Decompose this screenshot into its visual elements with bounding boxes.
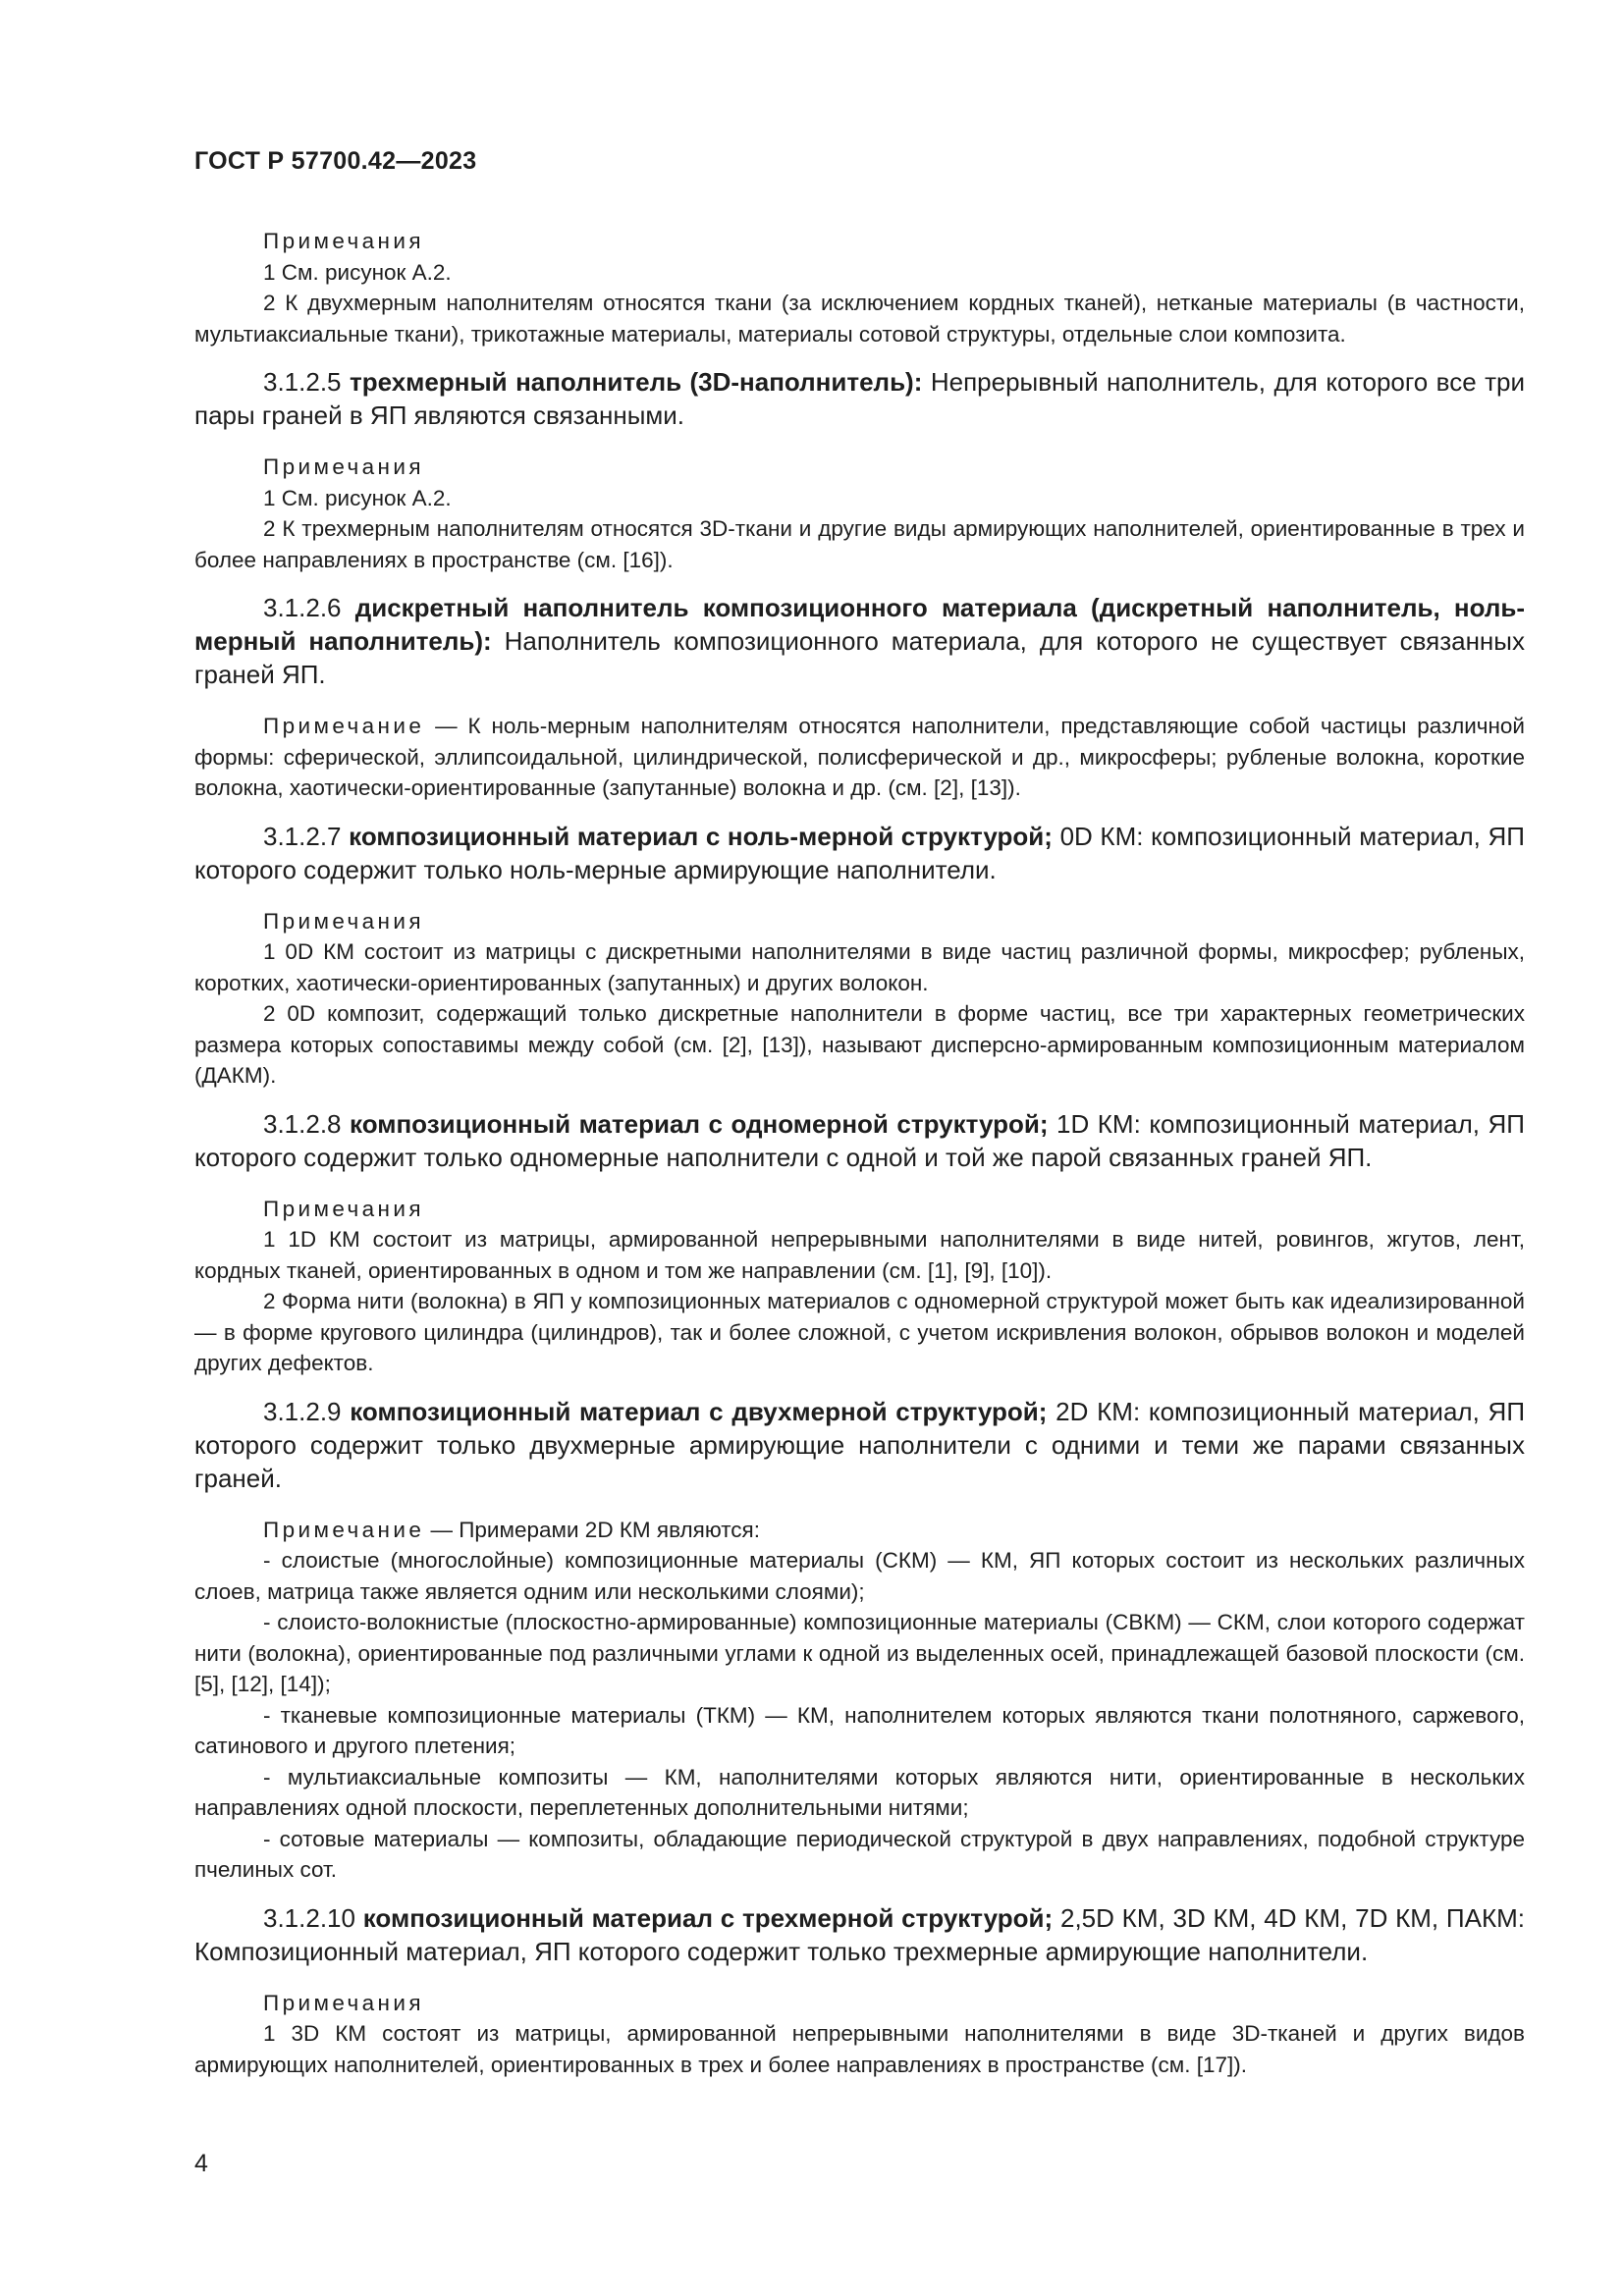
note-line: 2 К трехмерным наполнителям относятся 3D-ткани и другие виды армирующих наполнителей, ориентированные в трех и более направлениях в пространстве (см. [16]). [194, 516, 1525, 572]
term-definition [194, 591, 1525, 691]
notes-heading: Примечания [263, 1990, 424, 2015]
notes-block [194, 906, 1525, 1092]
term-number: 3.1.2.7 [263, 821, 342, 851]
term-name: трехмерный наполнитель (3D-наполнитель): [349, 367, 923, 397]
term-text: 2,5D КМ, 3D КМ, 4D КМ, 7D КМ, ПАКМ: Композиционный материал, ЯП которого содержит только трехмерные армирующие наполнители. [194, 1902, 1525, 1966]
term-name: композиционный материал с трехмерной структурой; [362, 1902, 1054, 1933]
note-text: — К ноль-мерным наполнителям относятся наполнители, представляющие собой частицы различной формы: сферической, эллипсоидальной, цилиндрической, полисферической и др., микросферы; рубленые волокна, короткие волокна, хаотически-ориентированные (запутанные) волокна и др. (см. [2], [13]). [194, 714, 1525, 800]
term-text: Наполнитель композиционного материала, для которого не существует связанных граней ЯП. [194, 626, 1525, 689]
page-number: 4 [194, 2150, 208, 2177]
note-line: 1 См. рисунок А.2. [263, 259, 452, 285]
note-text: — Примерами 2D КМ являются: [430, 1517, 760, 1542]
notes-heading: Примечания [263, 1196, 424, 1221]
notes-heading: Примечания [263, 908, 424, 934]
term-name: композиционный материал с ноль-мерной структурой; [349, 821, 1053, 851]
notes-block [194, 1988, 1525, 2081]
term-number: 3.1.2.10 [263, 1902, 355, 1933]
note-list-item: - тканевые композиционные материалы (ТКМ) — КМ, наполнителем которых являются ткани полотняного, саржевого, сатинового и другого плетения; [194, 1702, 1525, 1758]
note-list-item: - мультиаксиальные композиты — КМ, наполнителями которых являются нити, ориентированные в нескольких направлениях одной плоскости, переплетенных дополнительными нитями; [194, 1764, 1525, 1820]
note-line: 1 См. рисунок А.2. [263, 485, 452, 510]
notes-heading: Примечания [263, 229, 424, 253]
term-text: 1D КМ: композиционный материал, ЯП которого содержит только одномерные наполнители с одной и той же парой связанных граней ЯП. [194, 1108, 1525, 1172]
term-number: 3.1.2.9 [263, 1396, 342, 1426]
term-name: дискретный наполнитель композиционного материала (дискретный наполнитель, ноль-мерный наполнитель): [194, 593, 1525, 656]
term-definition [194, 1107, 1525, 1174]
term-definition [194, 365, 1525, 432]
term-number: 3.1.2.8 [263, 1108, 342, 1139]
note-line: 2 К двухмерным наполнителям относятся ткани (за исключением кордных тканей), нетканые материалы (в частности, мультиаксиальные ткани), трикотажные материалы, материалы сотовой структуры, отдельные слои композита. [194, 291, 1525, 347]
note-line: 2 0D композит, содержащий только дискретные наполнители в форме частиц, все три характерных геометрических размера которых сопоставимы между собой (см. [2], [13]), называют дисперсно-армированным композиционным материалом (ДАКМ). [194, 1001, 1525, 1088]
notes-block [194, 1194, 1525, 1379]
note-list-item: - сотовые материалы — композиты, обладающие периодической структурой в двух направлениях, подобной структуре пчелиных сот. [194, 1826, 1525, 1882]
term-number: 3.1.2.6 [263, 593, 342, 622]
note-paragraph [194, 1515, 1525, 1546]
note-heading: Примечание [263, 714, 425, 738]
term-text: Непрерывный наполнитель, для которого все три пары граней в ЯП являются связанными. [194, 367, 1525, 430]
note-list-item: - слоисто-волокнистые (плоскостно-армированные) композиционные материалы (СВКМ) — СКМ, слои которого содержат нити (волокна), ориентированные под различными углами к одной из выделенных осей, принадлежащей базовой плоскости (см. [5], [12], [14]); [194, 1610, 1525, 1696]
note-block [194, 1515, 1525, 1886]
note-paragraph [194, 711, 1525, 804]
note-block [194, 711, 1525, 804]
document-header: ГОСТ Р 57700.42—2023 [194, 147, 477, 175]
note-line: 1 0D КМ состоит из матрицы с дискретными наполнителями в виде частиц различной формы, микросфер; рубленых, коротких, хаотически-ориентированных (запутанных) и других волокон. [194, 939, 1525, 995]
term-definition [194, 820, 1525, 886]
document-body [194, 226, 1525, 2096]
term-text: 0D КМ: композиционный материал, ЯП которого содержит только ноль-мерные армирующие наполнители. [194, 821, 1525, 884]
notes-block [194, 452, 1525, 575]
term-name: композиционный материал с одномерной структурой; [350, 1108, 1049, 1139]
note-line: 1 1D КМ состоит из матрицы, армированной непрерывными наполнителями в виде нитей, ровингов, жгутов, лент, кордных тканей, ориентированных в одном и том же направлении (см. [1], [9], [10]). [194, 1227, 1525, 1283]
term-text: 2D КМ: композиционный материал, ЯП которого содержит только двухмерные армирующие наполнители с одними и теми же парами связанных граней. [194, 1396, 1526, 1493]
notes-heading: Примечания [263, 454, 424, 479]
note-list-item: - слоистые (многослойные) композиционные материалы (СКМ) — КМ, ЯП которых состоит из нескольких различных слоев, матрица также является одним или несколькими слоями); [194, 1548, 1525, 1604]
note-heading: Примечание [263, 1517, 425, 1542]
term-definition [194, 1901, 1525, 1968]
notes-block [194, 226, 1525, 349]
term-number: 3.1.2.5 [263, 367, 342, 397]
note-line: 2 Форма нити (волокна) в ЯП у композиционных материалов с одномерной структурой может быть как идеализированной — в форме кругового цилиндра (цилиндров), так и более сложной, с учетом искривления волокон, обрывов волокон и моделей других дефектов. [194, 1289, 1525, 1375]
term-definition [194, 1395, 1525, 1495]
note-line: 1 3D КМ состоят из матрицы, армированной непрерывными наполнителями в виде 3D-тканей и других видов армирующих наполнителей, ориентированных в трех и более направлениях в пространстве (см. [17]). [194, 2021, 1525, 2077]
term-name: композиционный материал с двухмерной структурой; [350, 1396, 1048, 1426]
